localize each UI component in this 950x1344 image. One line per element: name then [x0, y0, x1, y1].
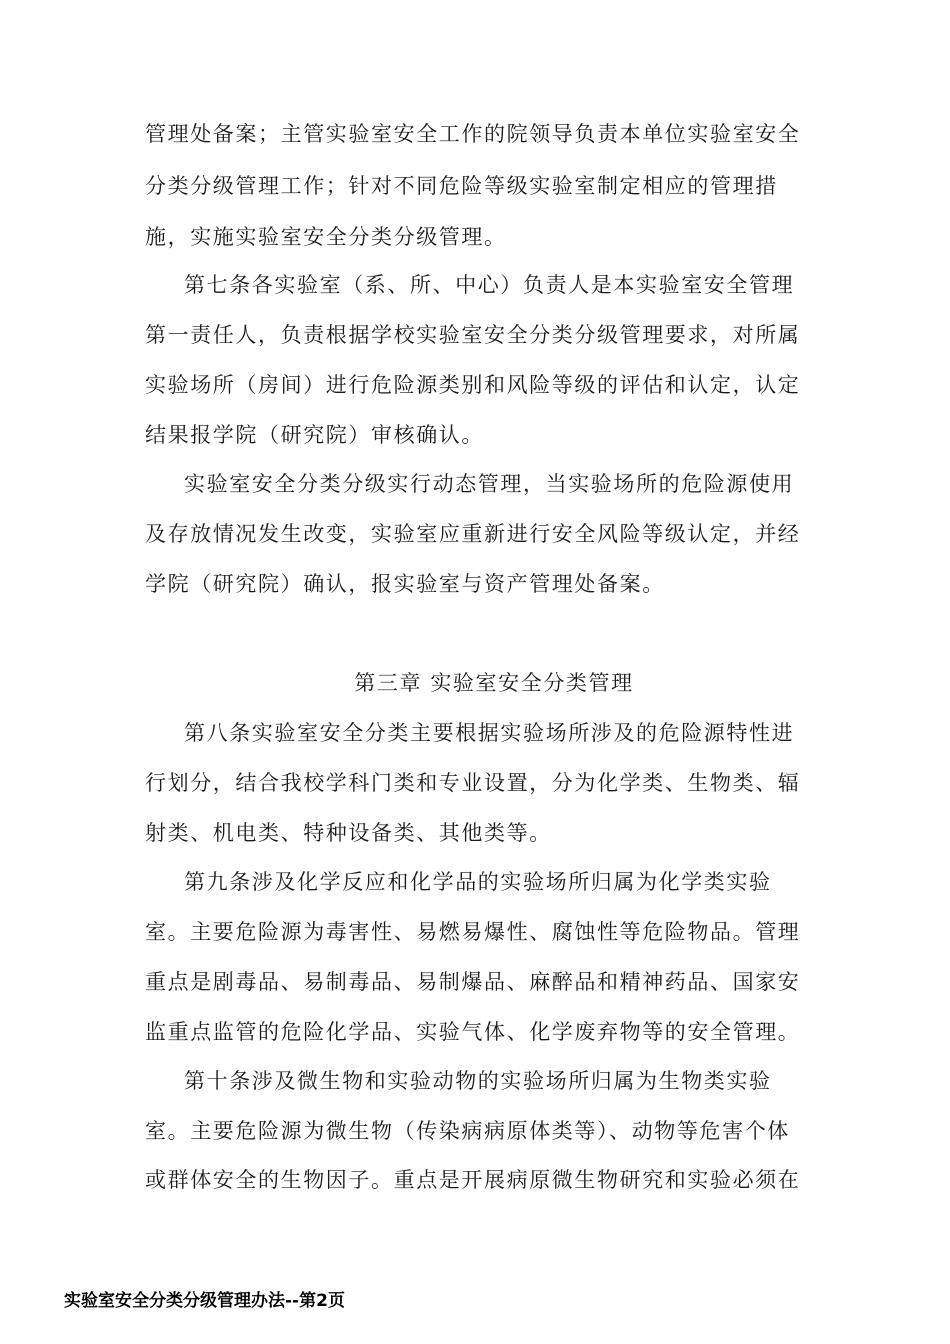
- article-10-line: 第十条涉及微生物和实验动物的实验场所归属为生物类实验: [184, 1069, 772, 1093]
- text-line: 重点是剧毒品、易制毒品、易制爆品、麻醉品和精神药品、国家安: [145, 970, 801, 994]
- article-9-line: 第九条涉及化学反应和化学品的实验场所归属为化学类实验: [184, 870, 772, 894]
- paragraph-line: 实验室安全分类分级实行动态管理，当实验场所的危险源使用: [184, 472, 795, 496]
- text-line: 管理处备案；主管实验室安全工作的院领导负责本单位实验室安全: [145, 122, 801, 146]
- text-line: 或群体安全的生物因子。重点是开展病原微生物研究和实验必须在: [145, 1168, 801, 1192]
- text-line: 行划分，结合我校学科门类和专业设置，分为化学类、生物类、辐: [145, 771, 801, 795]
- text-line: 室。主要危险源为微生物（传染病病原体类等）、动物等危害个体: [145, 1119, 790, 1143]
- text-line: 结果报学院（研究院）审核确认。: [145, 423, 484, 447]
- text-line: 学院（研究院）确认，报实验室与资产管理处备案。: [145, 572, 665, 596]
- text-line: 第一责任人，负责根据学校实验室安全分类分级管理要求，对所属: [145, 323, 801, 347]
- chapter-heading: 第三章 实验室安全分类管理: [354, 671, 634, 695]
- article-8-line: 第八条实验室安全分类主要根据实验场所涉及的危险源特性进: [184, 721, 795, 745]
- text-line: 实验场所（房间）进行危险源类别和风险等级的评估和认定，认定: [145, 373, 801, 397]
- page-footer: 实验室安全分类分级管理办法--第2页: [64, 1291, 345, 1311]
- text-line: 及存放情况发生改变，实验室应重新进行安全风险等级认定，并经: [145, 522, 801, 546]
- text-line: 室。主要危险源为毒害性、易燃易爆性、腐蚀性等危险物品。管理: [145, 920, 801, 944]
- text-line: 分类分级管理工作；针对不同危险等级实验室制定相应的管理措: [145, 174, 778, 198]
- article-7-line: 第七条各实验室（系、所、中心）负责人是本实验室安全管理: [184, 273, 795, 297]
- text-line: 监重点监管的危险化学品、实验气体、化学废弃物等的安全管理。: [145, 1020, 801, 1044]
- text-line: 施，实施实验室安全分类分级管理。: [145, 225, 507, 249]
- text-line: 射类、机电类、特种设备类、其他类等。: [145, 821, 552, 845]
